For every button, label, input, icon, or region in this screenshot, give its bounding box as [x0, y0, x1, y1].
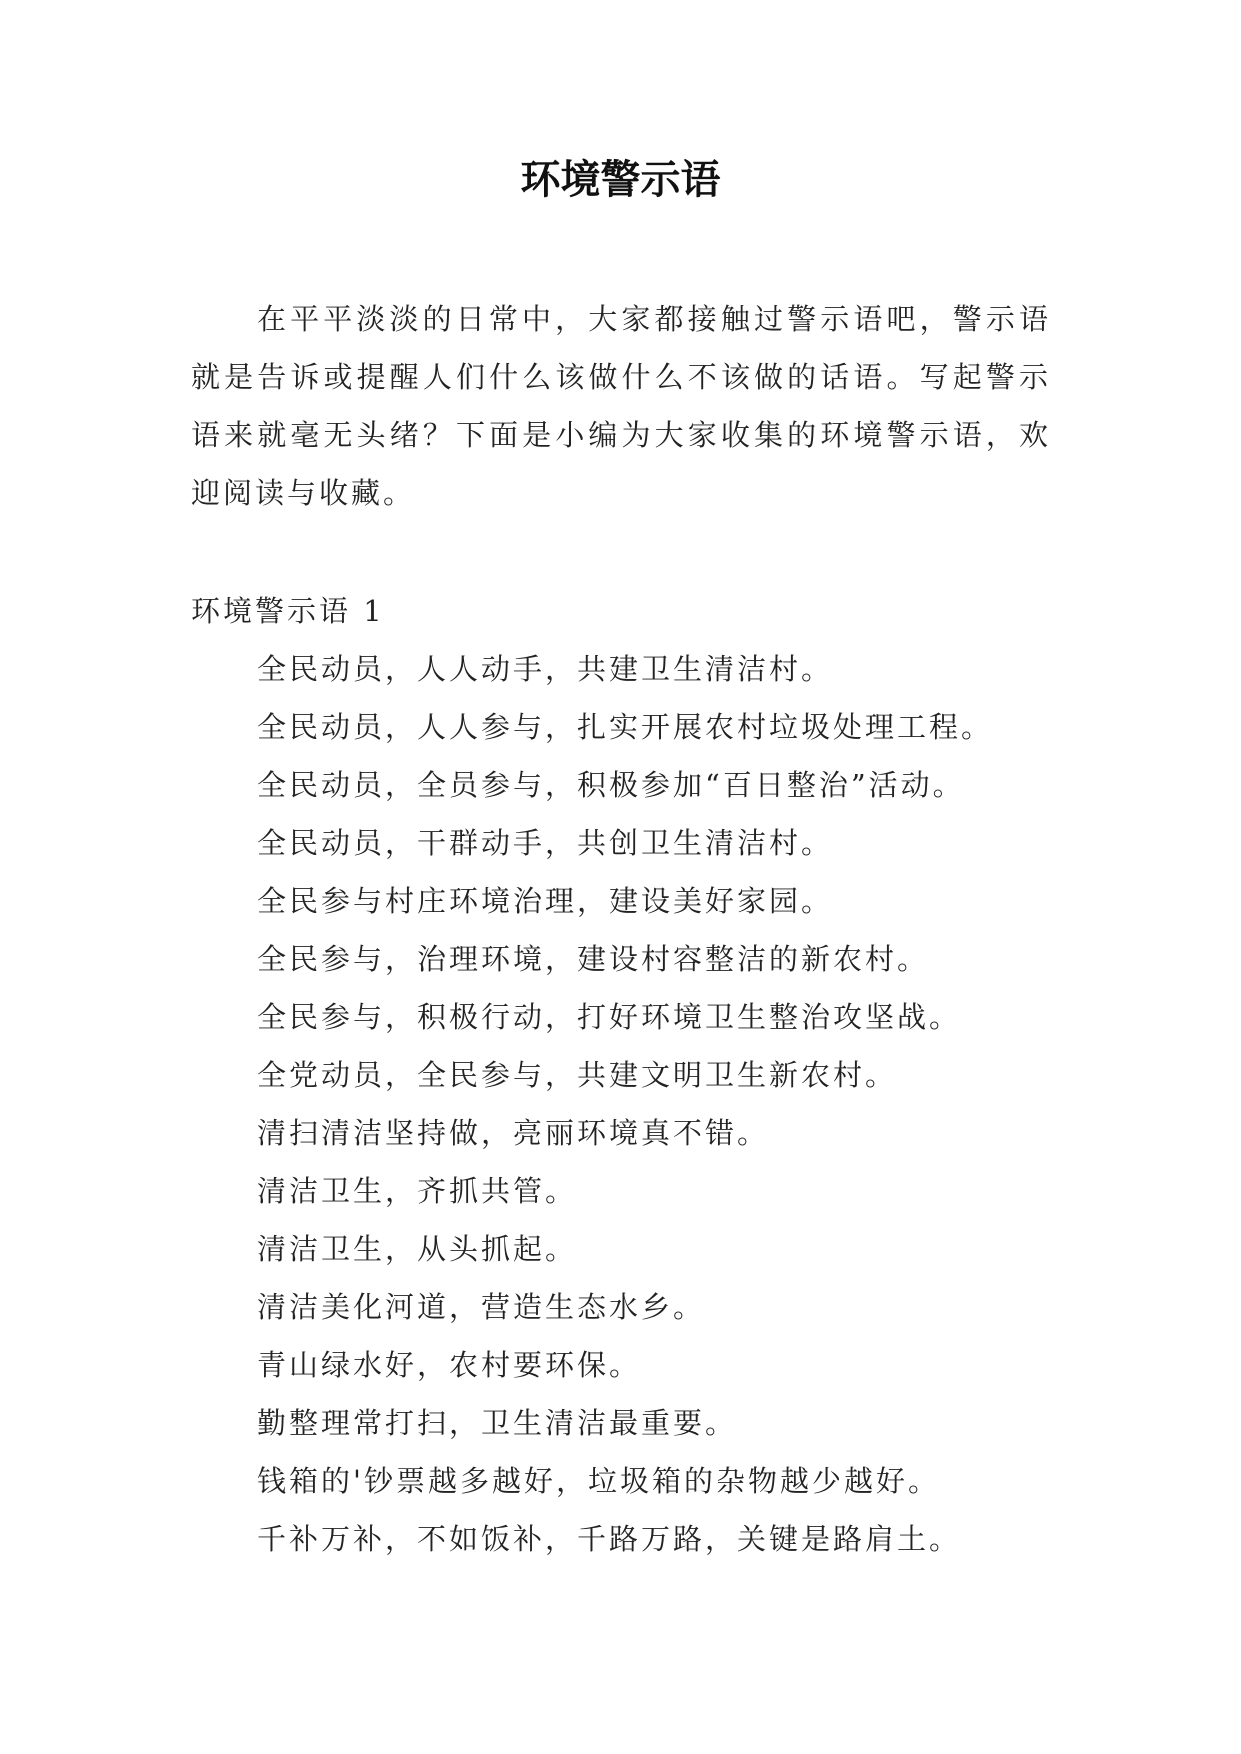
section-heading: 环境警示语 1 [191, 594, 385, 628]
document-title: 环境警示语 [520, 157, 721, 203]
slogan-item: 全民动员，干群动手，共创卫生清洁村。 [257, 826, 834, 860]
slogan-item: 千补万补，不如饭补，千路万路，关键是路肩土。 [257, 1522, 962, 1556]
slogan-item: 清扫清洁坚持做，亮丽环境真不错。 [257, 1116, 770, 1150]
slogan-item: 全民参与，治理环境，建设村容整洁的新农村。 [257, 942, 930, 976]
slogan-item: 全民参与村庄环境治理，建设美好家园。 [257, 884, 834, 918]
slogan-list [257, 640, 1057, 1568]
slogan-item: 全民动员，人人参与，扎实开展农村垃圾处理工程。 [257, 710, 994, 744]
slogan-item: 青山绿水好，农村要环保。 [257, 1348, 642, 1382]
slogan-item: 清洁卫生，从头抓起。 [257, 1232, 578, 1266]
slogan-item: 清洁卫生，齐抓共管。 [257, 1174, 578, 1208]
slogan-item: 钱箱的'钞票越多越好，垃圾箱的杂物越少越好。 [257, 1464, 940, 1498]
slogan-item: 全民参与，积极行动，打好环境卫生整治攻坚战。 [257, 1000, 962, 1034]
slogan-item: 全民动员，全员参与，积极参加“百日整治”活动。 [257, 768, 965, 802]
slogan-item: 清洁美化河道，营造生态水乡。 [257, 1290, 706, 1324]
slogan-item: 全党动员，全民参与，共建文明卫生新农村。 [257, 1058, 898, 1092]
intro-paragraph: 在平平淡淡的日常中，大家都接触过警示语吧，警示语就是告诉或提醒人们什么该做什么不该做的话语。写起警示语来就毫无头绪？下面是小编为大家收集的环境警示语，欢迎阅读与收藏。 [191, 302, 1051, 510]
slogan-item: 全民动员，人人动手，共建卫生清洁村。 [257, 652, 834, 686]
slogan-item: 勤整理常打扫，卫生清洁最重要。 [257, 1406, 738, 1440]
